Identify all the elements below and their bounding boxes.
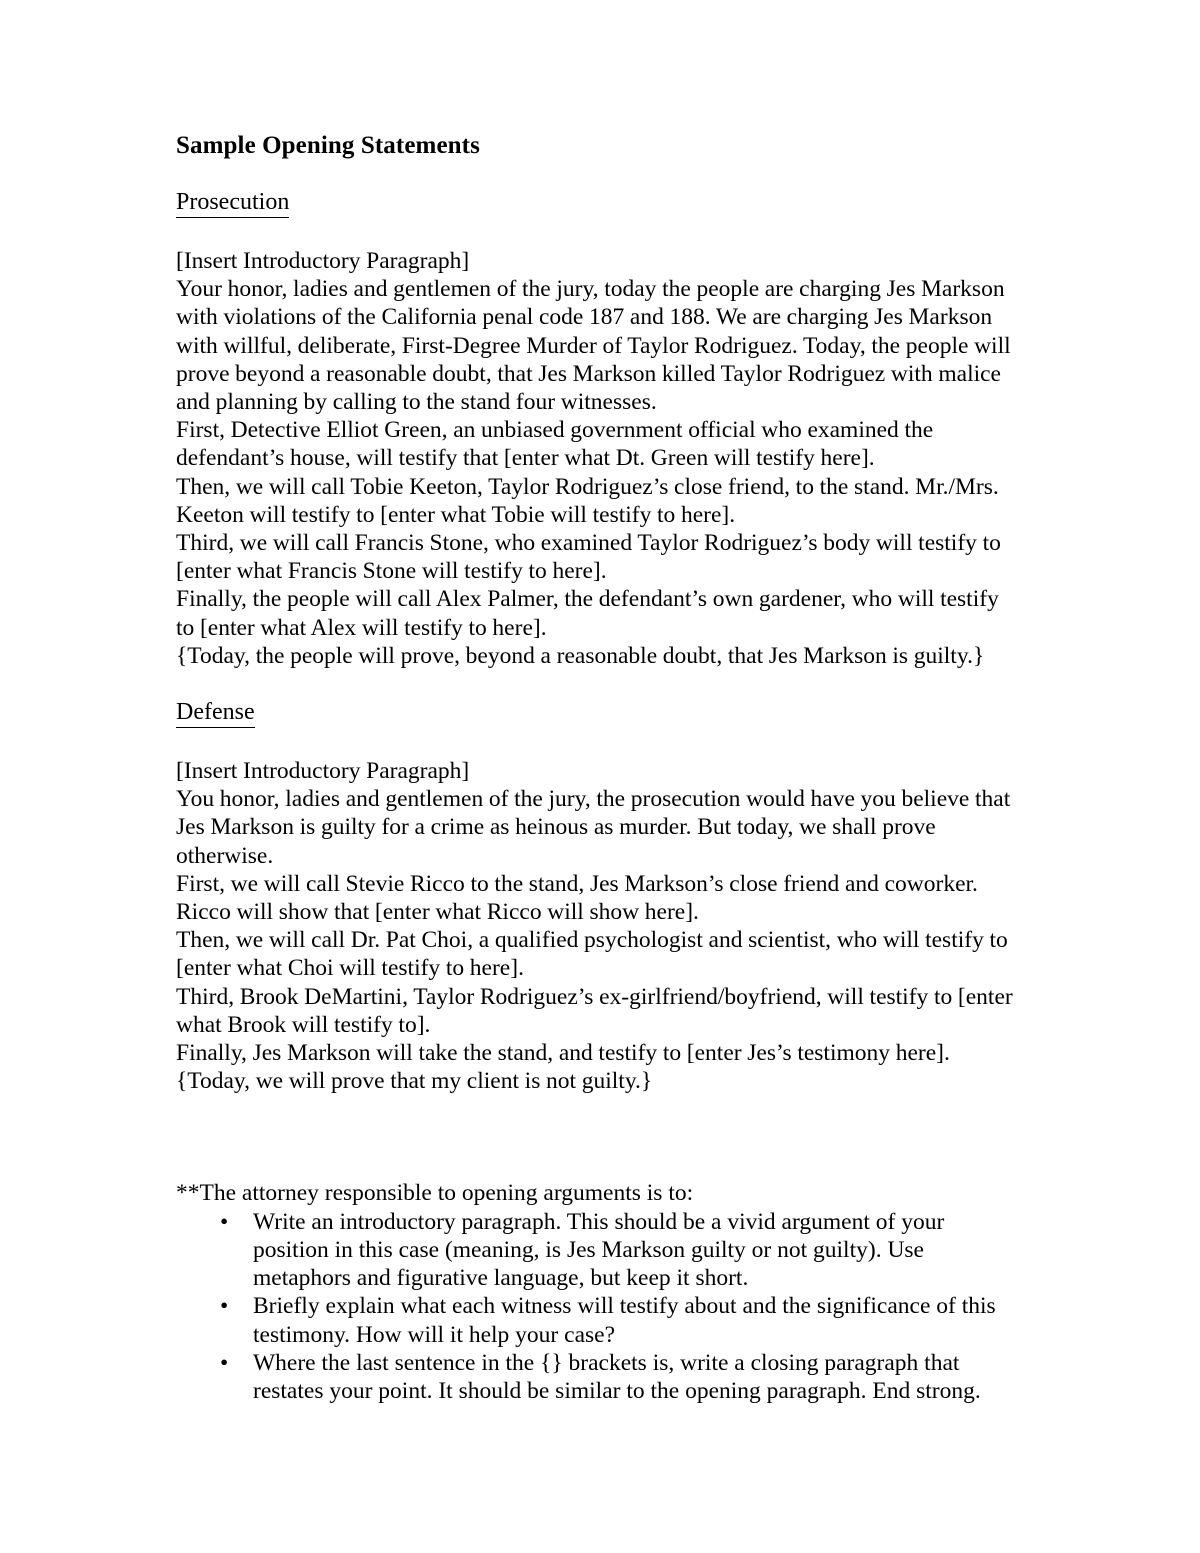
section-heading-prosecution-wrap [176, 188, 1024, 219]
defense-paragraph-witness-ricco: First, we will call Stevie Ricco to the stand, Jes Markson’s close friend and coworker. Ricco will show that [enter what Ricco will show here]. [176, 870, 978, 926]
page-title: Sample Opening Statements [176, 132, 480, 159]
defense-paragraph-closing: {Today, we will prove that my client is not guilty.} [176, 1068, 653, 1095]
instructions-list [176, 1208, 1024, 1405]
list-item [176, 1292, 1019, 1348]
spacer [176, 219, 1024, 247]
list-item [176, 1208, 1019, 1293]
defense-paragraph-witness-choi: Then, we will call Dr. Pat Choi, a qualified psychologist and scientist, who will testify to [enter what Choi will testify to here]. [176, 927, 1008, 982]
spacer [176, 1123, 1024, 1151]
spacer [176, 1095, 1024, 1123]
defense-paragraph-witness-demartini: Third, Brook DeMartini, Taylor Rodriguez’s ex-girlfriend/boyfriend, will testify to [enter what Brook will testify to]. [176, 983, 1013, 1038]
defense-paragraph-witness-markson: Finally, Jes Markson will take the stand, and testify to [enter Jes’s testimony here]. [176, 1040, 950, 1067]
bullet-icon: • [220, 1208, 229, 1235]
spacer [176, 729, 1024, 757]
prosecution-paragraph-intro-placeholder: [Insert Introductory Paragraph] [176, 248, 470, 274]
prosecution-paragraph-witness-palmer: Finally, the people will call Alex Palmer, the defendant’s own gardener, who will testify to [enter what Alex will testify to here]. [176, 586, 999, 641]
prosecution-paragraph-closing: {Today, the people will prove, beyond a reasonable doubt, that Jes Markson is guilty.} [176, 642, 985, 669]
spacer [176, 160, 1024, 188]
section-heading-prosecution: Prosecution [176, 188, 289, 218]
bullet-icon: • [220, 1293, 229, 1320]
prosecution-paragraph-witness-keeton: Then, we will call Tobie Keeton, Taylor Rodriguez’s close friend, to the stand. Mr./Mrs. Keeton will testify to [enter what Tobie will testify to here]. [176, 473, 999, 528]
instructions-intro: **The attorney responsible to opening arguments is to: [176, 1180, 694, 1207]
list-item-label: Where the last sentence in the {} brackets is, write a closing paragraph that restates your point. It should be similar to the opening paragraph. End strong. [253, 1349, 981, 1404]
list-item-label: Write an introductory paragraph. This should be a vivid argument of your position in this case (meaning, is Jes Markson guilty or not guilty). Use metaphors and figurative language, but keep it short. [253, 1208, 945, 1292]
prosecution-paragraph-witness-green: First, Detective Elliot Green, an unbiased government official who examined the defendant’s house, will testify that [enter what Dt. Green will testify here]. [176, 417, 934, 472]
prosecution-paragraph-opening: Your honor, ladies and gentlemen of the jury, today the people are charging Jes Markson with violations of the California penal code 187 and 188. We are charging Jes Markson with willful, deliberate, First-Degree Murder of Taylor Rodriguez. Today, the people will prove beyond a reasonable doubt, that Jes Markson killed Taylor Rodriguez with malice and planning by calling to the stand four witnesses. [176, 276, 1011, 416]
prosecution-paragraph-witness-stone: Third, we will call Francis Stone, who examined Taylor Rodriguez’s body will testify to [enter what Francis Stone will testify to here]. [176, 530, 1001, 585]
list-item-label: Briefly explain what each witness will testify about and the significance of this testimony. How will it help your case? [253, 1293, 996, 1348]
list-item [176, 1349, 1019, 1405]
defense-paragraph-opening: You honor, ladies and gentlemen of the jury, the prosecution would have you believe that Jes Markson is guilty for a crime as heinous as murder. But today, we shall prove otherwise. [176, 786, 1011, 869]
section-heading-defense-wrap [176, 698, 1024, 729]
bullet-icon: • [220, 1349, 229, 1376]
section-heading-defense: Defense [176, 698, 255, 728]
spacer [176, 1151, 1024, 1179]
defense-paragraph-intro-placeholder: [Insert Introductory Paragraph] [176, 758, 470, 785]
spacer [176, 670, 1024, 698]
